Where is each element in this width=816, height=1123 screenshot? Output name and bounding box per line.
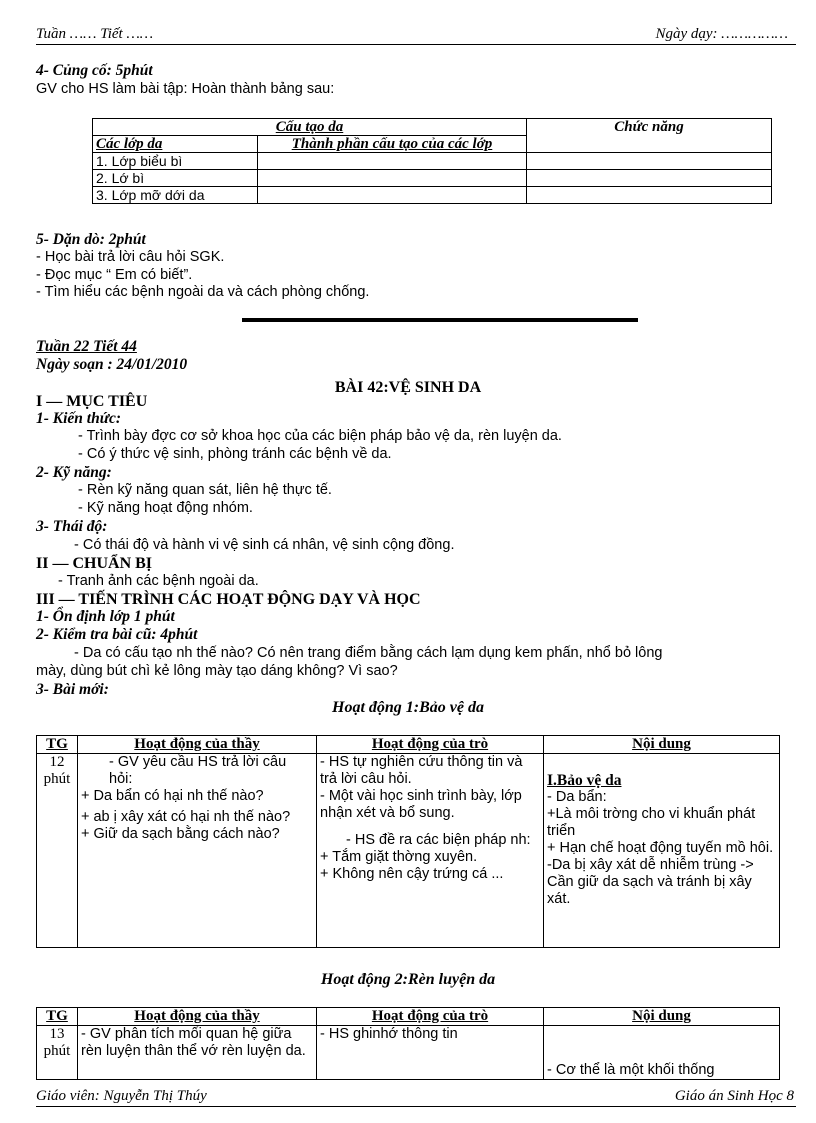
list-item: - Rèn kỹ năng quan sát, liên hệ thực tế. — [78, 482, 332, 498]
content-item: + Hạn chế hoạt động tuyến mồ hôi. — [547, 840, 774, 856]
content-item: - Da bẩn: — [547, 789, 607, 805]
student-item: + Không nên cậy trứng cá ... — [320, 866, 504, 882]
list-item: - Có ý thức vệ sinh, phòng tránh các bệnh về da. — [78, 445, 392, 462]
col-header-time: TG — [37, 736, 78, 754]
col-header-teacher: Hoạt động của thầy — [78, 1008, 317, 1026]
footer-teacher: Giáo viên: Nguyễn Thị Thúy — [36, 1088, 207, 1104]
layer-table-col2-header: Thành phần cấu tạo của các lớp — [258, 136, 527, 153]
time-unit: phút — [43, 1043, 71, 1059]
teacher-item: + ab ị xây xát có hại nh thế nào? — [81, 809, 291, 825]
activity1-table — [36, 735, 780, 948]
layer-name: 3. Lớp mỡ dới da — [93, 187, 258, 204]
layer-table-group-header: Cấu tạo da — [93, 119, 527, 136]
section4-instruction: GV cho HS làm bài tập: Hoàn thành bảng sau: — [36, 81, 335, 97]
section-divider — [242, 318, 638, 322]
lesson-title: BÀI 42:VỆ SINH DA — [334, 379, 482, 396]
table-row — [93, 170, 772, 187]
lesson-date: Ngày soạn : 24/01/2010 — [36, 356, 188, 373]
list-item: - Học bài trả lời câu hỏi SGK. — [36, 249, 225, 265]
section-objectives-title: I — MỤC TIÊU — [36, 393, 148, 410]
content-item: +Là môi trờng cho vi khuẩn phát triển — [547, 806, 756, 839]
attitude-title: 3- Thái độ: — [36, 518, 108, 535]
time-value: 12 — [49, 754, 65, 770]
list-item: - Tìm hiểu các bệnh ngoài da và cách phòng chống. — [36, 284, 370, 300]
step3-title: 3- Bài mới: — [36, 681, 109, 698]
activity1-title: Hoạt động 1:Bảo vệ da — [332, 699, 484, 716]
check-question-line2: mày, dùng bút chì kẻ lông mày tạo dáng không? Vì sao? — [36, 663, 398, 679]
footer-subject: Giáo án Sinh Học 8 — [674, 1088, 794, 1104]
teacher-item: + Da bẩn có hại nh thế nào? — [81, 788, 264, 804]
layer-table-col1-header: Các lớp da — [93, 136, 258, 153]
step1-title: 1- Ổn định lớp 1 phút — [36, 608, 175, 625]
check-question-line1: - Da có cấu tạo nh thế nào? Có nên trang điểm bằng cách lạm dụng kem phấn, nhổ bỏ lông — [74, 645, 663, 661]
time-unit: phút — [43, 771, 71, 787]
activity2-content: - Cơ thể là một khối thống — [544, 1026, 780, 1080]
col-header-teacher: Hoạt động của thầy — [78, 736, 317, 754]
table-row — [93, 187, 772, 204]
section-preparation-title: II — CHUẨN BỊ — [36, 555, 153, 572]
activity2-table — [36, 1007, 780, 1080]
student-item: - HS đề ra các biện pháp nh: — [346, 832, 531, 848]
section-process-title: III — TIẾN TRÌNH CÁC HOẠT ĐỘNG DẠY VÀ HỌC — [36, 591, 421, 608]
preparation-text: - Tranh ảnh các bệnh ngoài da. — [58, 573, 259, 589]
knowledge-list — [78, 428, 562, 463]
layer-name: 2. Lớ bì — [93, 170, 258, 187]
list-item: - Đọc mục “ Em có biết”. — [36, 266, 193, 283]
activity1-teacher — [78, 754, 317, 948]
attitude-text: - Có thái độ và hành vi vệ sinh cá nhân, vệ sinh cộng đồng. — [74, 537, 455, 553]
teacher-item: + Giữ da sạch bằng cách nào? — [81, 826, 280, 842]
page-header — [36, 26, 796, 45]
layer-table-function-header: Chức năng — [527, 119, 772, 153]
col-header-student: Hoạt động của trò — [317, 736, 544, 754]
table-row — [93, 153, 772, 170]
knowledge-title: 1- Kiến thức: — [36, 410, 122, 427]
step2-title: 2- Kiểm tra bài cũ: 4phút — [36, 626, 198, 643]
student-item: + Tắm giặt thờng xuyên. — [320, 849, 478, 865]
layer-table — [92, 118, 772, 204]
teacher-item: - GV yêu cầu HS trả lời câu hỏi: — [109, 754, 287, 787]
activity1-content — [544, 754, 780, 948]
content-title: I.Bảo vệ da — [547, 772, 622, 789]
header-teaching-date: Ngày dạy: …………… — [655, 26, 788, 42]
section4-title: 4- Củng cố: 5phút — [36, 62, 153, 79]
skills-list — [78, 482, 332, 517]
time-value: 13 — [49, 1026, 65, 1042]
section5-title: 5- Dặn dò: 2phút — [36, 231, 146, 248]
col-header-content: Nội dung — [544, 736, 780, 754]
list-item: - Kỹ năng hoạt động nhóm. — [78, 499, 253, 516]
page-footer — [36, 1088, 796, 1107]
lesson-week: Tuần 22 Tiết 44 — [36, 338, 137, 355]
header-week-lesson: Tuần …… Tiết …… — [36, 26, 154, 42]
student-item: - Một vài học sinh trình bày, lớp nhận xét và bổ sung. — [320, 788, 522, 821]
student-item: - HS tự nghiên cứu thông tin và trả lời câu hỏi. — [320, 754, 523, 787]
activity2-student: - HS ghinhớ thông tin — [317, 1026, 544, 1080]
activity1-time — [37, 754, 78, 948]
layer-name: 1. Lớp biểu bì — [93, 153, 258, 170]
content-item: -Da bị xây xát dễ nhiễm trùng -> Cần giữ da sạch và tránh bị xây xát. — [547, 857, 754, 907]
activity2-time — [37, 1026, 78, 1080]
section5-list — [36, 249, 369, 302]
activity2-teacher: - GV phân tích mối quan hệ giữa rèn luyện thân thể vớ rèn luyện da. — [78, 1026, 317, 1080]
list-item: - Trình bày đợc cơ sở khoa học của các biện pháp bảo vệ da, rèn luyện da. — [78, 428, 562, 444]
activity1-student — [317, 754, 544, 948]
col-header-time: TG — [37, 1008, 78, 1026]
skills-title: 2- Kỹ năng: — [36, 464, 112, 481]
activity2-title: Hoạt động 2:Rèn luyện da — [320, 971, 496, 988]
col-header-student: Hoạt động của trò — [317, 1008, 544, 1026]
col-header-content: Nội dung — [544, 1008, 780, 1026]
